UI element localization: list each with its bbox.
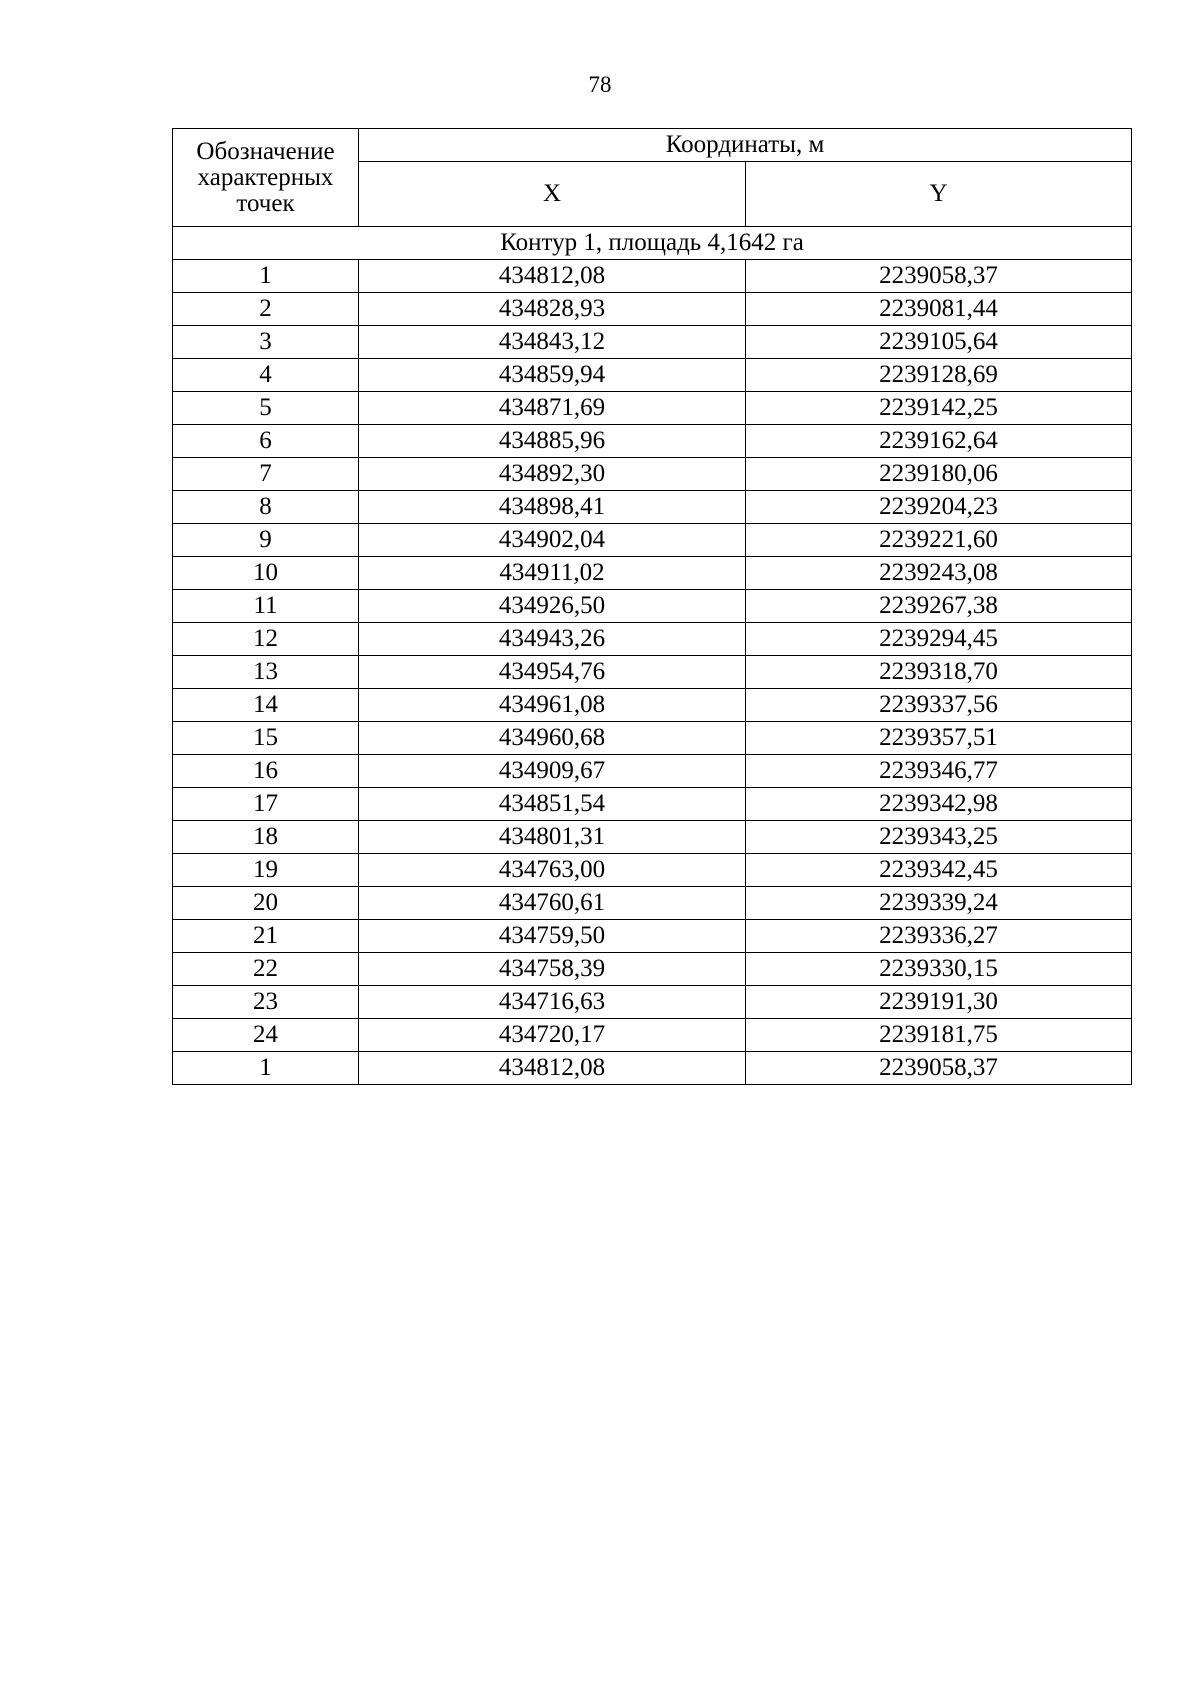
y-cell: 2239142,25 [746, 392, 1132, 425]
x-column-header: X [359, 162, 746, 227]
page-number: 78 [588, 72, 612, 97]
point-cell: 21 [173, 920, 359, 953]
x-cell: 434801,31 [359, 821, 746, 854]
point-cell: 12 [173, 623, 359, 656]
table-row [173, 788, 1132, 821]
table-row [173, 887, 1132, 920]
table-row [173, 1019, 1132, 1052]
point-cell: 10 [173, 557, 359, 590]
x-cell: 434892,30 [359, 458, 746, 491]
x-cell: 434859,94 [359, 359, 746, 392]
x-cell: 434911,02 [359, 557, 746, 590]
y-cell: 2239337,56 [746, 689, 1132, 722]
x-cell: 434812,08 [359, 1052, 746, 1085]
header-row [173, 129, 1132, 162]
point-cell: 13 [173, 656, 359, 689]
y-cell: 2239081,44 [746, 293, 1132, 326]
y-cell: 2239181,75 [746, 1019, 1132, 1052]
point-cell: 24 [173, 1019, 359, 1052]
point-cell: 4 [173, 359, 359, 392]
table-row [173, 491, 1132, 524]
y-cell: 2239318,70 [746, 656, 1132, 689]
table-row [173, 986, 1132, 1019]
coordinates-table-body [173, 129, 1132, 1085]
point-cell: 8 [173, 491, 359, 524]
table-row [173, 1052, 1132, 1085]
x-cell: 434760,61 [359, 887, 746, 920]
y-cell: 2239294,45 [746, 623, 1132, 656]
table-row [173, 953, 1132, 986]
x-cell: 434716,63 [359, 986, 746, 1019]
x-cell: 434759,50 [359, 920, 746, 953]
x-cell: 434902,04 [359, 524, 746, 557]
point-column-header: Обозначение характерных точек [173, 129, 359, 227]
x-cell: 434909,67 [359, 755, 746, 788]
point-cell: 14 [173, 689, 359, 722]
x-cell: 434871,69 [359, 392, 746, 425]
table-row [173, 689, 1132, 722]
x-cell: 434961,08 [359, 689, 746, 722]
y-cell: 2239346,77 [746, 755, 1132, 788]
y-cell: 2239162,64 [746, 425, 1132, 458]
y-cell: 2239221,60 [746, 524, 1132, 557]
point-cell: 22 [173, 953, 359, 986]
point-cell: 2 [173, 293, 359, 326]
y-cell: 2239342,45 [746, 854, 1132, 887]
table-row [173, 524, 1132, 557]
x-cell: 434851,54 [359, 788, 746, 821]
point-cell: 20 [173, 887, 359, 920]
table-row [173, 260, 1132, 293]
table-row [173, 293, 1132, 326]
y-cell: 2239105,64 [746, 326, 1132, 359]
x-cell: 434960,68 [359, 722, 746, 755]
point-cell: 9 [173, 524, 359, 557]
y-cell: 2239342,98 [746, 788, 1132, 821]
table-row [173, 920, 1132, 953]
coordinates-table [172, 128, 1132, 1085]
table-row [173, 458, 1132, 491]
x-cell: 434943,26 [359, 623, 746, 656]
point-cell: 5 [173, 392, 359, 425]
x-cell: 434828,93 [359, 293, 746, 326]
coordinates-header: Координаты, м [359, 129, 1132, 162]
y-cell: 2239267,38 [746, 590, 1132, 623]
table-row [173, 392, 1132, 425]
table-row [173, 722, 1132, 755]
x-cell: 434720,17 [359, 1019, 746, 1052]
y-cell: 2239336,27 [746, 920, 1132, 953]
y-cell: 2239191,30 [746, 986, 1132, 1019]
contour-row [173, 227, 1132, 260]
y-cell: 2239357,51 [746, 722, 1132, 755]
table-row [173, 359, 1132, 392]
x-cell: 434926,50 [359, 590, 746, 623]
table-row [173, 590, 1132, 623]
x-cell: 434812,08 [359, 260, 746, 293]
table-row [173, 557, 1132, 590]
point-cell: 17 [173, 788, 359, 821]
x-cell: 434885,96 [359, 425, 746, 458]
y-cell: 2239058,37 [746, 260, 1132, 293]
table-row [173, 425, 1132, 458]
point-cell: 19 [173, 854, 359, 887]
x-cell: 434954,76 [359, 656, 746, 689]
x-cell: 434758,39 [359, 953, 746, 986]
point-cell: 18 [173, 821, 359, 854]
point-cell: 7 [173, 458, 359, 491]
y-cell: 2239343,25 [746, 821, 1132, 854]
point-cell: 11 [173, 590, 359, 623]
y-cell: 2239339,24 [746, 887, 1132, 920]
point-cell: 1 [173, 260, 359, 293]
table-row [173, 623, 1132, 656]
x-cell: 434898,41 [359, 491, 746, 524]
table-row [173, 326, 1132, 359]
y-cell: 2239058,37 [746, 1052, 1132, 1085]
point-cell: 15 [173, 722, 359, 755]
point-cell: 16 [173, 755, 359, 788]
table-row [173, 755, 1132, 788]
y-cell: 2239204,23 [746, 491, 1132, 524]
table-row [173, 821, 1132, 854]
contour-title: Контур 1, площадь 4,1642 га [173, 227, 1132, 260]
y-column-header: Y [746, 162, 1132, 227]
y-cell: 2239243,08 [746, 557, 1132, 590]
x-cell: 434843,12 [359, 326, 746, 359]
table-row [173, 656, 1132, 689]
x-cell: 434763,00 [359, 854, 746, 887]
point-cell: 1 [173, 1052, 359, 1085]
y-cell: 2239128,69 [746, 359, 1132, 392]
point-cell: 3 [173, 326, 359, 359]
point-cell: 23 [173, 986, 359, 1019]
point-cell: 6 [173, 425, 359, 458]
y-cell: 2239330,15 [746, 953, 1132, 986]
y-cell: 2239180,06 [746, 458, 1132, 491]
table-row [173, 854, 1132, 887]
